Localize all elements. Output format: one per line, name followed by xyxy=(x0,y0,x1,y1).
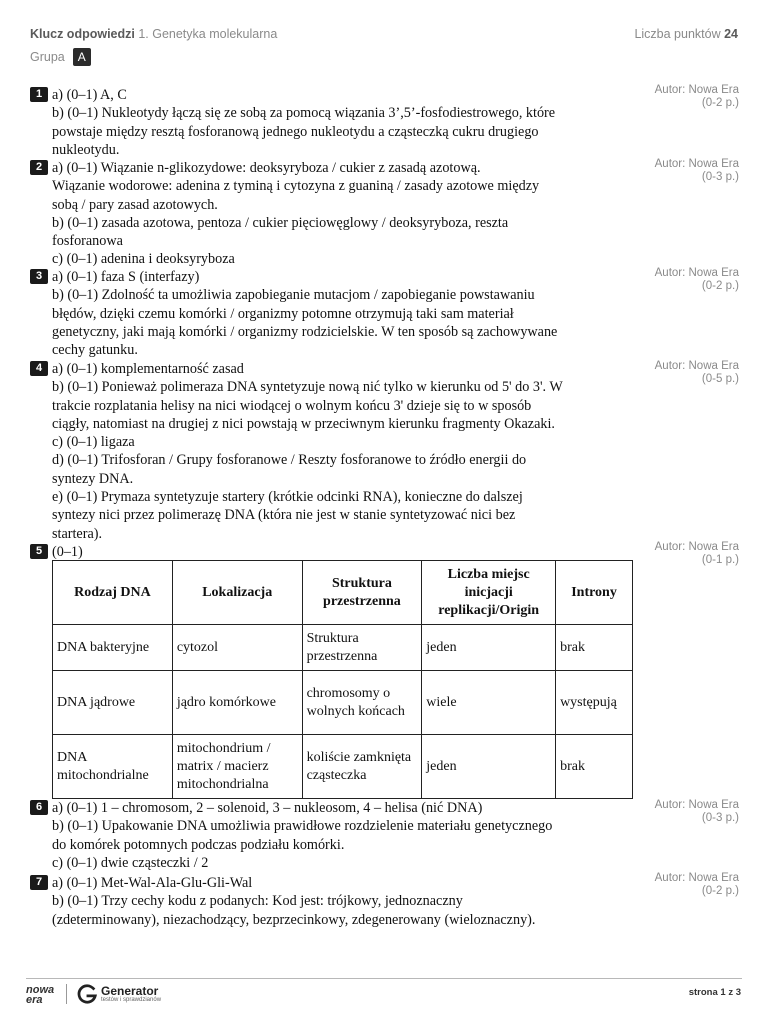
table-cell: jeden xyxy=(422,625,556,671)
points-label: (0-5 p.) xyxy=(701,372,739,385)
answer-line: e) (0–1) Prymaza syntetyzuje startery (krótkie odcinki RNA), konieczne do dalszej xyxy=(52,489,523,506)
answer-line: sobą / pary zasad azotowych. xyxy=(52,196,218,213)
generator-title: Generator xyxy=(101,983,159,998)
answer-line: błędów, dzięki czemu komórki / organizmy potomne otrzymują taki sam materiał xyxy=(52,305,514,322)
answer-line: nukleotydu. xyxy=(52,141,120,158)
generator-subtitle: testów i sprawdzianów xyxy=(101,996,162,1003)
task-6-meta xyxy=(589,799,739,824)
points-label: (0-2 p.) xyxy=(701,884,739,897)
answer-line: b) (0–1) Trzy cechy kodu z podanych: Kod jest: trójkowy, jednoznaczny xyxy=(52,893,463,910)
answer-line: b) (0–1) Ponieważ polimeraza DNA syntetyzuje nową nić tylko w kierunku od 5' do 3'. W xyxy=(52,379,563,396)
answer-line: do komórek potomnych podczas podziału komórki. xyxy=(52,836,345,853)
task-6 xyxy=(30,799,640,872)
task-5 xyxy=(30,543,640,561)
task-2 xyxy=(30,159,640,269)
answer-line: c) (0–1) dwie cząsteczki / 2 xyxy=(52,854,209,871)
points-label: (0-3 p.) xyxy=(701,811,739,824)
table-cell: jeden xyxy=(422,735,556,799)
table-cell: chromosomy o wolnych końcach xyxy=(302,671,422,735)
author-label: Autor: Nowa Era xyxy=(654,799,739,811)
answer-line: syntezy nici przez polimerazę DNA (która nie jest w stanie syntetyzować nici bez xyxy=(52,507,516,524)
table-header-cell: Rodzaj DNA xyxy=(53,561,173,625)
task-number-badge: 1 xyxy=(30,87,48,102)
table-cell: mitochondrium / matrix / macierz mitochondrialna xyxy=(172,735,302,799)
task-number-badge: 2 xyxy=(30,160,48,175)
table-row xyxy=(53,625,633,671)
group-label: Grupa xyxy=(30,50,65,64)
answer-line: cechy gatunku. xyxy=(52,342,138,359)
answer-line: a) (0–1) komplementarność zasad xyxy=(52,361,244,377)
generator-logo xyxy=(76,983,161,1005)
dna-comparison-table xyxy=(52,560,633,799)
answer-line: powstaje między resztą fosforanową jednego nukleotydu a cząsteczką cukru drugiego xyxy=(52,123,539,140)
logo-separator xyxy=(66,984,67,1004)
answer-line: a) (0–1) A, C xyxy=(52,87,127,103)
task-2-meta xyxy=(589,158,739,183)
task-number-badge: 4 xyxy=(30,361,48,376)
answer-line: Wiązanie wodorowe: adenina z tyminą i cytozyna z guaniną / zasady azotowe między xyxy=(52,178,540,195)
table-cell: brak xyxy=(556,625,633,671)
table-header-cell: Struktura przestrzenna xyxy=(302,561,422,625)
answer-line: c) (0–1) ligaza xyxy=(52,434,135,451)
answer-line: startera). xyxy=(52,525,103,542)
table-header-cell: Introny xyxy=(556,561,633,625)
generator-g-icon xyxy=(76,983,98,1005)
answer-line: genetyczny, jaki mają komórki / organizmy rodzicielskie. W ten sposób są zachowywane xyxy=(52,323,558,340)
table-cell: brak xyxy=(556,735,633,799)
task-7 xyxy=(30,874,640,929)
table-header-row xyxy=(53,561,633,625)
answer-line: fosforanowa xyxy=(52,233,123,250)
answer-line: syntezy DNA. xyxy=(52,470,134,487)
group-indicator xyxy=(30,48,91,66)
answer-line: c) (0–1) adenina i deoksyryboza xyxy=(52,251,235,268)
task-1 xyxy=(30,86,640,159)
points-label: (0-2 p.) xyxy=(701,96,739,109)
points-label: (0-3 p.) xyxy=(701,170,739,183)
author-label: Autor: Nowa Era xyxy=(654,541,739,553)
table-cell: DNA jądrowe xyxy=(53,671,173,735)
table-header-cell: Lokalizacja xyxy=(172,561,302,625)
footer-divider xyxy=(26,978,742,979)
author-label: Autor: Nowa Era xyxy=(654,158,739,170)
document-title: Klucz odpowiedzi 1. Genetyka molekularna xyxy=(30,27,278,41)
task-4-meta xyxy=(589,360,739,385)
author-label: Autor: Nowa Era xyxy=(654,267,739,279)
task-4 xyxy=(30,360,640,543)
group-badge: A xyxy=(73,48,91,66)
table-row xyxy=(53,735,633,799)
task-7-meta xyxy=(589,872,739,897)
answer-line: a) (0–1) faza S (interfazy) xyxy=(52,269,200,285)
answer-line: (zdeterminowany), niezachodzący, bezprzecinkowy, zdegenerowany (wieloznaczny). xyxy=(52,911,536,928)
author-label: Autor: Nowa Era xyxy=(654,84,739,96)
author-label: Autor: Nowa Era xyxy=(654,360,739,372)
answer-line: b) (0–1) Upakowanie DNA umożliwia prawidłowe rozdzielenie materiału genetycznego xyxy=(52,818,553,835)
points-total: Liczba punktów 24 xyxy=(634,27,738,41)
answer-line: b) (0–1) Zdolność ta umożliwia zapobieganie mutacjom / zapobieganie powstawaniu xyxy=(52,287,535,304)
table-cell: cytozol xyxy=(172,625,302,671)
answer-line: b) (0–1) Nukleotydy łączą się ze sobą za pomocą wiązania 3’,5’-fosfodiestrowego, które xyxy=(52,105,556,122)
task-1-meta xyxy=(589,84,739,109)
table-cell: występują xyxy=(556,671,633,735)
author-label: Autor: Nowa Era xyxy=(654,872,739,884)
table-cell: DNA mitochondrialne xyxy=(53,735,173,799)
task-number-badge: 3 xyxy=(30,269,48,284)
answer-line: trakcie rozplatania helisy na nici wiodącej o wolnym końcu 3' dzieje się to w sposób xyxy=(52,397,532,414)
answer-line: a) (0–1) Met-Wal-Ala-Glu-Gli-Wal xyxy=(52,875,253,891)
answer-line: a) (0–1) 1 – chromosom, 2 – solenoid, 3 – nukleosom, 4 – helisa (nić DNA) xyxy=(52,800,483,816)
task-3 xyxy=(30,268,640,359)
nowa-era-logo: nowa era xyxy=(26,984,55,1006)
table-cell: wiele xyxy=(422,671,556,735)
answer-line: a) (0–1) Wiązanie n-glikozydowe: deoksyryboza / cukier z zasadą azotową. xyxy=(52,160,481,176)
points-label: (0-2 p.) xyxy=(701,279,739,292)
page-header xyxy=(30,27,738,41)
answer-line: (0–1) xyxy=(52,544,83,560)
task-number-badge: 5 xyxy=(30,544,48,559)
table-cell: koliście zamknięta cząsteczka xyxy=(302,735,422,799)
points-label: (0-1 p.) xyxy=(701,553,739,566)
answer-line: ciągły, natomiast na drugiej z nici powstają w przeciwnym kierunku fragmenty Okazaki. xyxy=(52,415,555,432)
table-cell: DNA bakteryjne xyxy=(53,625,173,671)
answer-line: b) (0–1) zasada azotowa, pentoza / cukier pięciowęglowy / deoksyryboza, reszta xyxy=(52,214,509,231)
answer-line: d) (0–1) Trifosforan / Grupy fosforanowe / Reszty fosforanowe to źródło energii do xyxy=(52,452,527,469)
table-cell: Struktura przestrzenna xyxy=(302,625,422,671)
table-cell: jądro komórkowe xyxy=(172,671,302,735)
task-number-badge: 7 xyxy=(30,875,48,890)
table-row xyxy=(53,671,633,735)
table-header-cell: Liczba miejsc inicjacji replikacji/Origin xyxy=(422,561,556,625)
task-number-badge: 6 xyxy=(30,800,48,815)
task-3-meta xyxy=(589,267,739,292)
page-number: strona 1 z 3 xyxy=(688,987,741,998)
